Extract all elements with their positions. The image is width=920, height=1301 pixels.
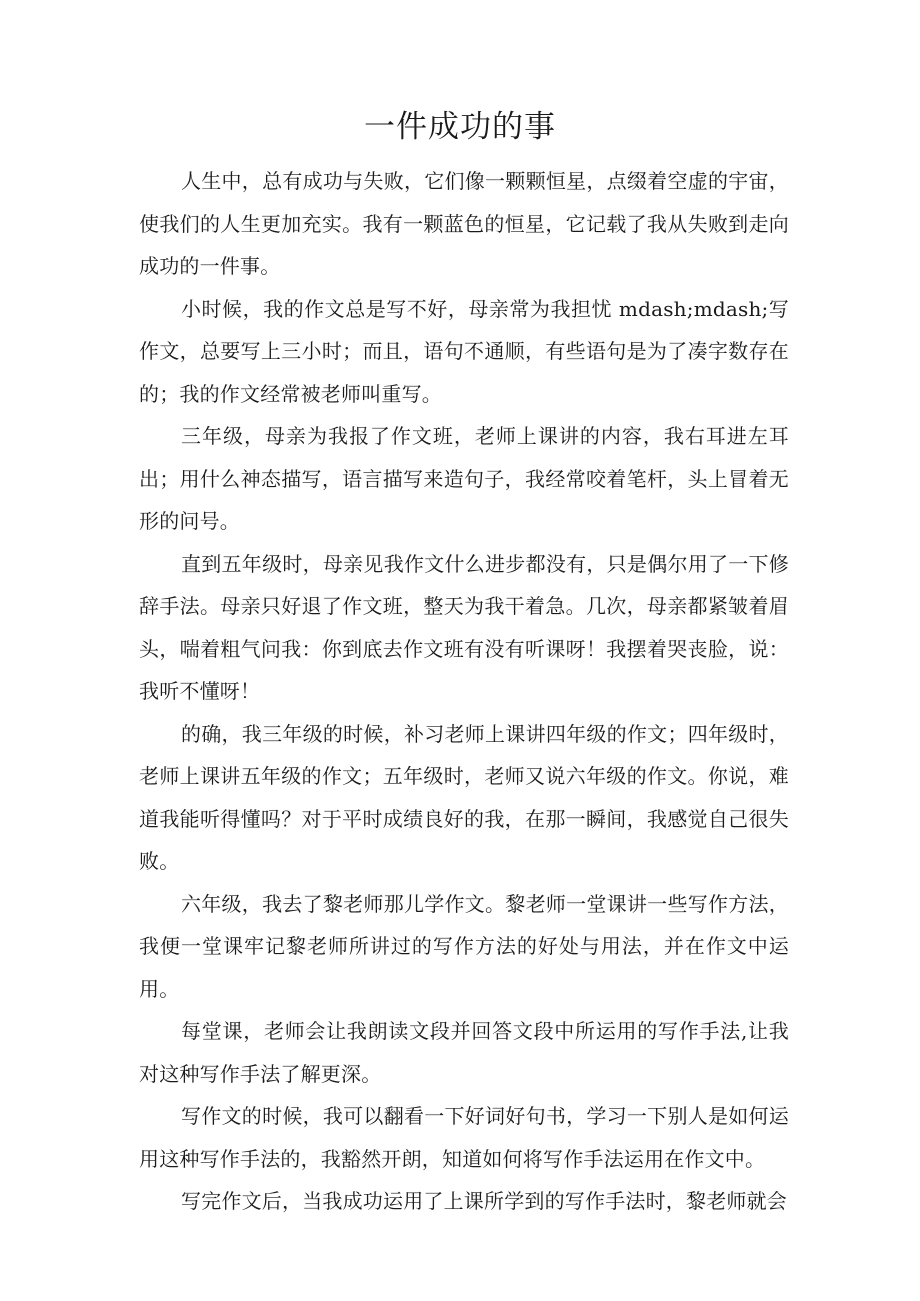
- paragraph: 的确，我三年级的时候，补习老师上课讲四年级的作文；四年级时，老师上课讲五年级的作文；五年级时，老师又说六年级的作文。你说，难道我能听得懂吗？对于平时成绩良好的我，在那一瞬间，我感觉自己很失败。: [139, 721, 789, 873]
- document-body: [139, 160, 789, 1223]
- paragraph: 六年级，我去了黎老师那儿学作文。黎老师一堂课讲一些写作方法，我便一堂课牢记黎老师所讲过的写作方法的好处与用法，并在作文中运用。: [139, 891, 789, 1001]
- paragraph: 直到五年级时，母亲见我作文什么进步都没有，只是偶尔用了一下修辞手法。母亲只好退了作文班，整天为我干着急。几次，母亲都紧皱着眉头，喘着粗气问我：你到底去作文班有没有听课呀！我摆着哭丧脸，说：我听不懂呀！: [139, 551, 789, 703]
- paragraph: 写作文的时候，我可以翻看一下好词好句书，学习一下别人是如何运用这种写作手法的，我豁然开朗，知道如何将写作手法运用在作文中。: [139, 1104, 789, 1171]
- paragraph: 写完作文后，当我成功运用了上课所学到的写作手法时，黎老师就会: [181, 1189, 787, 1213]
- paragraph: 每堂课，老师会让我朗读文段并回答文段中所运用的写作手法,让我对这种写作手法了解更深。: [139, 1019, 789, 1086]
- paragraph: 人生中，总有成功与失败，它们像一颗颗恒星，点缀着空虚的宇宙，使我们的人生更加充实。我有一颗蓝色的恒星，它记载了我从失败到走向成功的一件事。: [139, 169, 789, 278]
- document-title: 一件成功的事: [364, 109, 556, 145]
- paragraph: 三年级，母亲为我报了作文班，老师上课讲的内容，我右耳进左耳出；用什么神态描写，语言描写来造句子，我经常咬着笔杆，头上冒着无形的问号。: [139, 424, 789, 533]
- paragraph: 小时候，我的作文总是写不好，母亲常为我担忧 mdash;mdash;写作文，总要写上三小时；而且，语句不通顺，有些语句是为了凑字数存在的；我的作文经常被老师叫重写。: [139, 296, 789, 406]
